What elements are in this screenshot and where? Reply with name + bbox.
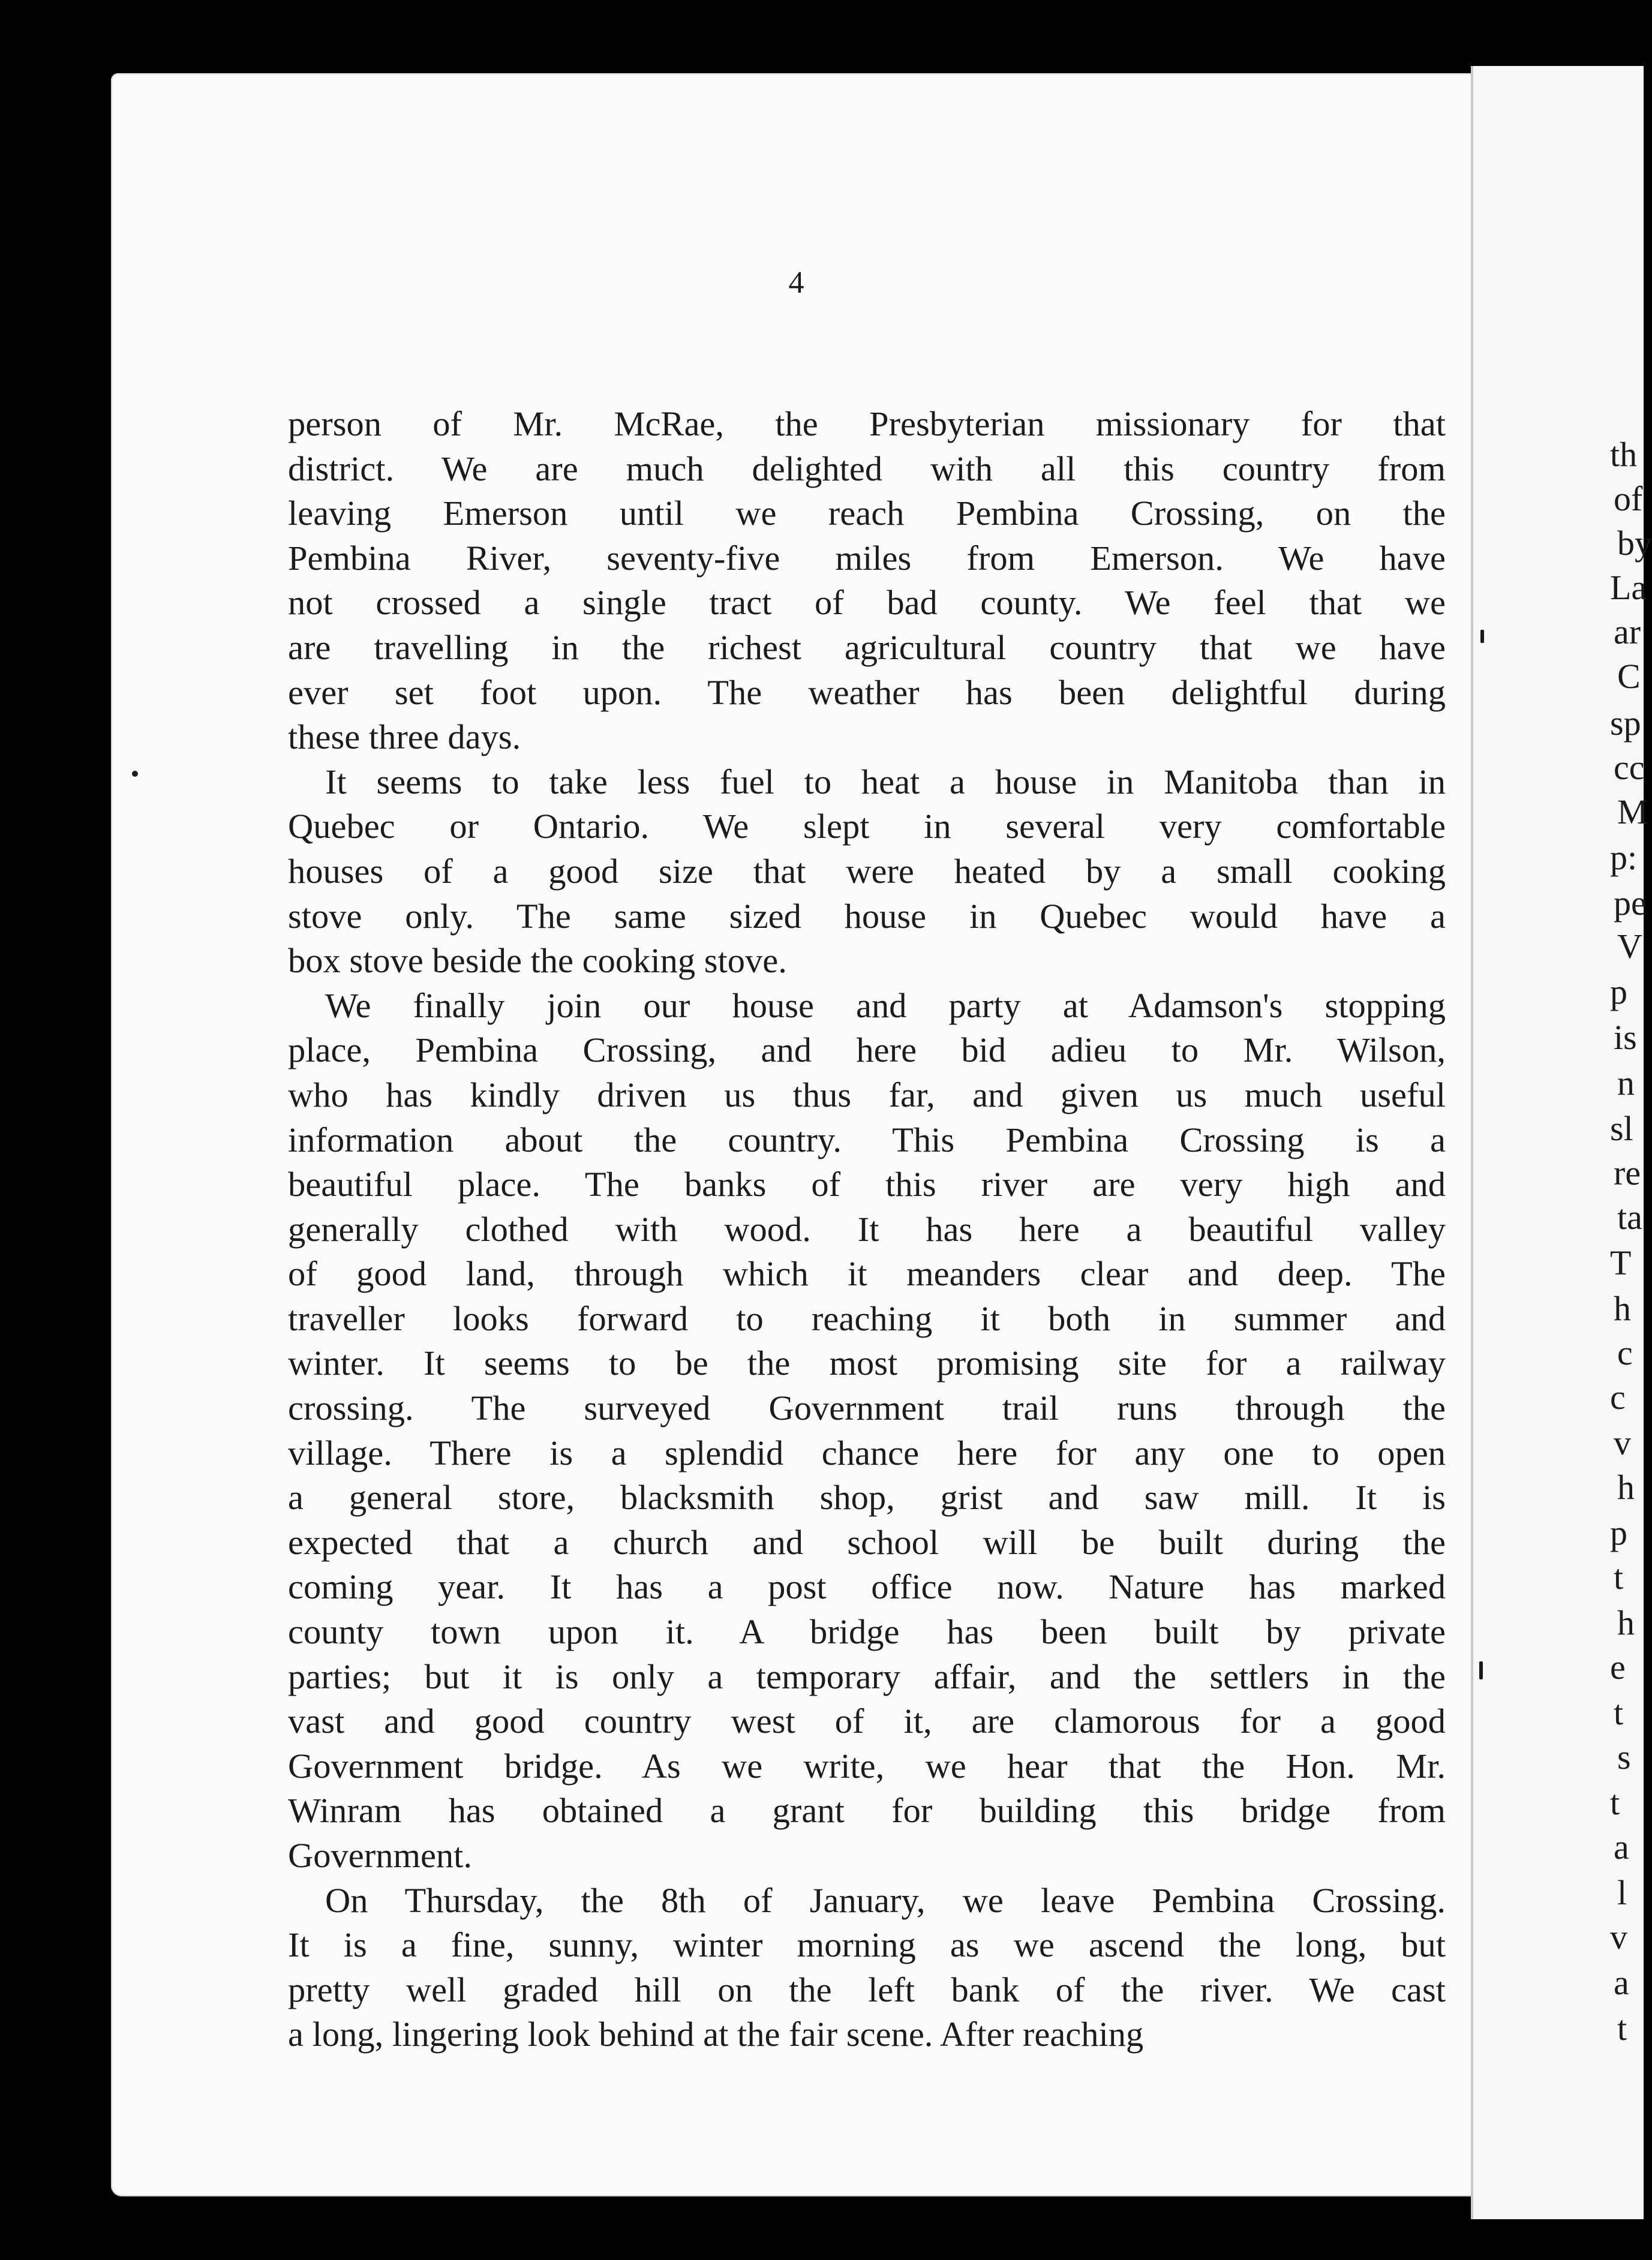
facing-page-fragment: n xyxy=(1617,1063,1635,1102)
text-line: village. There is a splendid chance here for any one to open xyxy=(288,1433,1446,1472)
text-line: a long, lingering look behind at the fair scene. After reaching xyxy=(288,2015,1144,2054)
text-line: county town upon it. A bridge has been built by private xyxy=(288,1612,1446,1652)
facing-page-fragment: l xyxy=(1617,1873,1627,1912)
facing-page-fragment: T xyxy=(1610,1243,1632,1282)
facing-page-fragment: t xyxy=(1614,1693,1624,1732)
scan-speck xyxy=(1480,630,1484,643)
facing-page-fragment: is xyxy=(1614,1018,1637,1057)
facing-page-fragment: t xyxy=(1617,2009,1627,2048)
text-line: Winram has obtained a grant for building this bridge from xyxy=(288,1791,1446,1831)
facing-page-fragment: p: xyxy=(1610,838,1638,877)
text-line: houses of a good size that were heated by a small cooking xyxy=(288,851,1446,891)
text-line: these three days. xyxy=(288,717,521,757)
text-line: not crossed a single tract of bad county. We feel that we xyxy=(288,583,1446,623)
text-line: It is a fine, sunny, winter morning as we ascend the long, but xyxy=(288,1925,1446,1965)
text-line: person of Mr. McRae, the Presbyterian missionary for that xyxy=(288,404,1446,443)
text-line: ever set foot upon. The weather has been delightful during xyxy=(288,672,1446,712)
facing-page-fragment: v xyxy=(1610,1918,1627,1957)
facing-page-fragment: M xyxy=(1617,792,1648,831)
text-line: a general store, blacksmith shop, grist and saw mill. It is xyxy=(288,1478,1446,1517)
scan-speck xyxy=(132,771,138,777)
facing-page-fragment: V xyxy=(1617,927,1642,966)
text-line: parties; but it is only a temporary affair, and the settlers in the xyxy=(288,1657,1446,1696)
facing-page-fragment: a xyxy=(1614,1828,1629,1867)
facing-page-fragment: La xyxy=(1610,568,1647,607)
text-line: pretty well graded hill on the left bank of the river. We cast xyxy=(288,1970,1446,2009)
facing-page-fragment: re xyxy=(1614,1153,1641,1192)
text-line: Quebec or Ontario. We slept in several very comfortable xyxy=(288,807,1446,846)
facing-page-fragment: ar xyxy=(1614,612,1641,651)
text-line: traveller looks forward to reaching it both in summer and xyxy=(288,1299,1446,1338)
text-line: are travelling in the richest agricultural country that we have xyxy=(288,627,1446,667)
text-line: of good land, through which it meanders clear and deep. The xyxy=(288,1254,1446,1294)
facing-page-fragment: pe xyxy=(1614,883,1647,922)
facing-page-fragment: by xyxy=(1617,524,1652,563)
text-line: district. We are much delighted with all this country from xyxy=(288,449,1446,488)
text-line: place, Pembina Crossing, and here bid adieu to Mr. Wilson, xyxy=(288,1030,1446,1070)
facing-page-fragment: t xyxy=(1610,1783,1620,1822)
text-line: box stove beside the cooking stove. xyxy=(288,941,787,981)
facing-page-fragment: C xyxy=(1617,657,1641,696)
text-line: expected that a church and school will be built during the xyxy=(288,1522,1446,1562)
facing-page-edge xyxy=(1471,66,1652,2219)
text-line: generally clothed with wood. It has here a beautiful valley xyxy=(288,1209,1446,1249)
text-line: crossing. The surveyed Government trail runs through the xyxy=(288,1389,1446,1428)
text-line: coming year. It has a post office now. Nature has marked xyxy=(288,1567,1446,1607)
text-line: information about the country. This Pembina Crossing is a xyxy=(288,1120,1446,1159)
text-line: winter. It seems to be the most promising site for a railway xyxy=(288,1344,1446,1383)
text-line: It seems to take less fuel to heat a house in Manitoba than in xyxy=(325,762,1446,801)
text-line: leaving Emerson until we reach Pembina Crossing, on the xyxy=(288,494,1446,533)
facing-page-fragment: v xyxy=(1614,1423,1631,1462)
facing-page-fragment: h xyxy=(1617,1603,1635,1642)
text-line: vast and good country west of it, are clamorous for a good xyxy=(288,1702,1446,1741)
facing-page-fragment: c xyxy=(1610,1378,1626,1417)
facing-page-fragment: sl xyxy=(1610,1109,1633,1148)
facing-page-fragment: t xyxy=(1614,1558,1624,1597)
facing-page-fragment: th xyxy=(1610,435,1638,474)
text-line: who has kindly driven us thus far, and given us much useful xyxy=(288,1075,1446,1114)
book-page xyxy=(111,73,1482,2196)
page-number: 4 xyxy=(788,266,804,300)
text-line: stove only. The same sized house in Quebec would have a xyxy=(288,896,1446,936)
facing-page-fragment: s xyxy=(1617,1738,1631,1777)
scan-speck xyxy=(1479,1661,1483,1679)
text-line: We finally join our house and party at Adamson's stopping xyxy=(325,985,1446,1025)
page-body-text xyxy=(288,402,1446,2057)
facing-page-fragment: of xyxy=(1614,479,1643,518)
text-line: Government. xyxy=(288,1836,473,1875)
text-line: Pembina River, seventy-five miles from Emerson. We have xyxy=(288,538,1446,578)
facing-page-fragment: sp xyxy=(1610,704,1641,743)
facing-page-fragment: a xyxy=(1614,1963,1629,2002)
facing-page-fragment: p xyxy=(1610,1513,1627,1552)
facing-page-fragment: cc xyxy=(1614,748,1645,787)
facing-page-fragment: h xyxy=(1614,1289,1631,1328)
text-line: Government bridge. As we write, we hear that the Hon. Mr. xyxy=(288,1746,1446,1786)
facing-page-fragment: e xyxy=(1610,1648,1626,1687)
text-line: On Thursday, the 8th of January, we leave Pembina Crossing. xyxy=(325,1880,1446,1920)
facing-page-fragment: c xyxy=(1617,1333,1633,1372)
facing-page-fragment: p xyxy=(1610,972,1627,1011)
text-line: beautiful place. The banks of this river are very high and xyxy=(288,1165,1446,1204)
facing-page-fragment: h xyxy=(1617,1468,1635,1507)
facing-page-fragment: ta xyxy=(1617,1198,1642,1237)
